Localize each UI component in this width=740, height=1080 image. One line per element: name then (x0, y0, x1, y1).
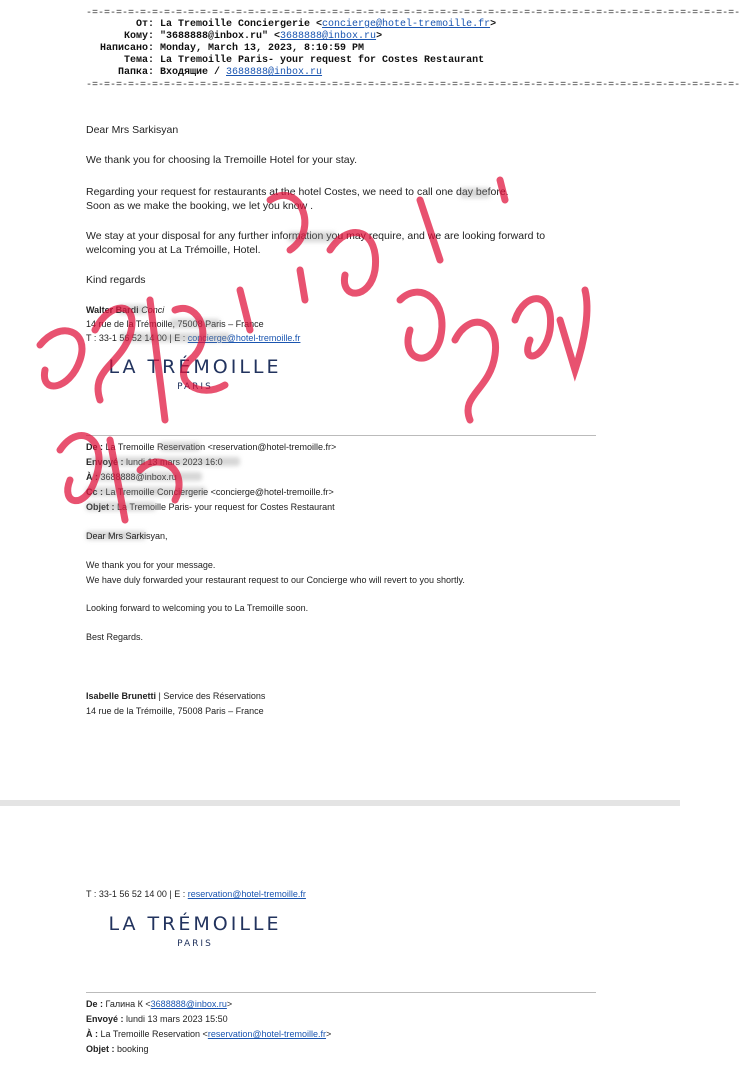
message3-subject-row (86, 1042, 149, 1057)
message2-paragraph-2: We have duly forwarded your restaurant request to our Concierge who will revert to you shortly. (86, 575, 465, 585)
header-folder-label: Папка: (117, 67, 154, 78)
message2-sent-label: Envoyé : (86, 457, 124, 467)
watermark-stroke (560, 290, 587, 370)
header-to-name: "3688888@inbox.ru" < (160, 31, 281, 42)
message-divider (86, 435, 596, 436)
watermark-stroke (455, 322, 496, 420)
header-to-close: > (376, 31, 383, 42)
message1-signature-contact: T : 33-1 56 52 14 00 | E : (86, 333, 188, 343)
redaction-blur (120, 333, 230, 342)
watermark-stroke (40, 331, 82, 386)
message1-greeting: Dear Mrs Sarkisyan (86, 124, 179, 136)
message2-paragraph-3: Looking forward to welcoming you to La Tremoille soon. (86, 603, 309, 613)
message1-paragraph-3a: We stay at your disposal for any further information you may require, and we are looking forward to (86, 230, 546, 242)
page-break (0, 800, 680, 806)
header-from-close: > (490, 19, 497, 30)
message2-from-label: De : (86, 442, 104, 452)
redaction-blur (90, 457, 240, 466)
header-to-row (86, 31, 606, 43)
page2-contact-email[interactable]: reservation@hotel-tremoille.fr (187, 889, 306, 899)
watermark-stroke (300, 270, 305, 300)
message2-signature-address: 14 rue de la Trémoille, 75008 Paris – France (86, 706, 264, 716)
header-subject-row (86, 55, 606, 67)
redaction-blur (118, 305, 148, 314)
message1-signature-name: Walter Bardi (86, 305, 139, 315)
message2-paragraph-1: We thank you for your message. (86, 560, 216, 570)
redaction-blur (288, 232, 336, 242)
message2-greeting: Dear Mrs Sarkisyan, (86, 531, 168, 541)
message1-closing: Kind regards (86, 274, 146, 286)
header-subject-value: La Tremoille Paris- your request for Costes Restaurant (160, 55, 485, 66)
message2-from-value: La Tremoille Reservation <reservation@hotel-tremoille.fr> (105, 442, 337, 452)
message2-signature-row (86, 689, 265, 704)
message3-from-row (86, 997, 232, 1012)
message2-from-row (86, 440, 336, 455)
watermark-stroke (400, 292, 442, 358)
message2-sent-value: lundi 13 mars 2023 16:0 (126, 457, 223, 467)
message1-paragraph-1: We thank you for choosing la Tremoille Hotel for your stay. (86, 154, 357, 166)
message3-to-value: La Tremoille Reservation < (100, 1029, 208, 1039)
header-from-email[interactable]: concierge@hotel-tremoille.fr (322, 19, 491, 30)
hotel-logo-city: PARIS (177, 382, 213, 392)
message1-signature-email[interactable]: concierge@hotel-tremoille.fr (187, 333, 301, 343)
message3-from-email[interactable]: 3688888@inbox.ru (150, 999, 227, 1009)
message-divider (86, 992, 596, 993)
message2-closing: Best Regards. (86, 632, 144, 642)
header-to-label: Кому: (123, 31, 154, 42)
message3-to-label: À : (86, 1029, 98, 1039)
message3-to-close: > (326, 1029, 332, 1039)
message1-paragraph-2a: Regarding your request for restaurants at the hotel Costes, we need to call one day before. (86, 186, 509, 198)
hotel-logo-city: PARIS (177, 939, 213, 949)
header-from-row (86, 19, 606, 31)
redaction-blur (160, 442, 200, 451)
hotel-logo (86, 356, 304, 392)
message3-subject-label: Objet : (86, 1044, 115, 1054)
message3-from-label: De : (86, 999, 104, 1009)
header-separator-top: -=-=-=-=-=-=-=-=-=-=-=-=-=-=-=-=-=-=-=-=-=-=-=-=-=-=-=-=-=-=-=-=-=-=-=-=-=-=-=-=-=-=-=-=-=-=-=-=-=-=-=-=-=-=- (86, 8, 740, 19)
redaction-blur (86, 487, 206, 496)
message2-subject-value: La Tremoille Paris- your request for Costes Restaurant (117, 502, 335, 512)
message2-cc-label: Cc : (86, 487, 104, 497)
message1-paragraph-2b: Soon as we make the booking, we let you know . (86, 200, 314, 212)
message2-signature-role: | Service des Réservations (156, 691, 266, 701)
page2-contact-row (86, 887, 306, 902)
message2-cc-value: La Tremoille Conciergerie <concierge@hotel-tremoille.fr> (105, 487, 334, 497)
message3-to-email[interactable]: reservation@hotel-tremoille.fr (207, 1029, 327, 1039)
message1-signature-role: Conci (141, 305, 165, 315)
header-date-row (86, 43, 606, 55)
header-subject-label: Тема: (123, 55, 154, 66)
redaction-blur (170, 319, 220, 328)
header-date-value: Monday, March 13, 2023, 8:10:59 PM (160, 43, 365, 54)
redaction-blur (86, 502, 156, 511)
header-to-email[interactable]: 3688888@inbox.ru (280, 31, 377, 42)
message2-signature-name: Isabelle Brunetti (86, 691, 157, 701)
header-date-label: Написано: (99, 43, 154, 54)
message3-sent-label: Envoyé : (86, 1014, 124, 1024)
page2-contact: T : 33-1 56 52 14 00 | E : (86, 889, 188, 899)
message3-to-row (86, 1027, 331, 1042)
hotel-logo-name: LA TRÉMOILLE (108, 913, 282, 935)
message2-subject-label: Objet : (86, 502, 115, 512)
watermark-stroke (515, 299, 551, 356)
hotel-logo-name: LA TRÉMOILLE (108, 356, 282, 378)
message3-sent-value: lundi 13 mars 2023 15:50 (126, 1014, 228, 1024)
header-separator-bottom: -=-=-=-=-=-=-=-=-=-=-=-=-=-=-=-=-=-=-=-=-=-=-=-=-=-=-=-=-=-=-=-=-=-=-=-=-=-=-=-=-=-=-=-=-=-=-=-=-=-=-=-=-=-=- (86, 80, 740, 91)
header-from-label: От: (135, 19, 154, 30)
redaction-blur (92, 472, 202, 481)
header-folder-value: Входящие / (160, 67, 227, 78)
message1-signature-address: 14 rue de la Trémoille, 75008 Paris – France (86, 319, 264, 329)
message3-from-value: Галина К < (105, 999, 151, 1009)
header-from-name: La Tremoille Conciergerie < (160, 19, 323, 30)
message3-subject-value: booking (117, 1044, 149, 1054)
redaction-blur (460, 188, 490, 198)
message2-to-label: À : (86, 472, 98, 482)
message3-from-close: > (226, 999, 233, 1009)
message3-sent-row (86, 1012, 228, 1027)
hotel-logo (86, 913, 304, 949)
message2-to-value: 3688888@inbox.ru (100, 472, 177, 482)
header-folder-row (86, 67, 606, 79)
header-folder-email[interactable]: 3688888@inbox.ru (226, 67, 323, 78)
message1-paragraph-3b: welcoming you at La Trémoille, Hotel. (86, 244, 261, 256)
